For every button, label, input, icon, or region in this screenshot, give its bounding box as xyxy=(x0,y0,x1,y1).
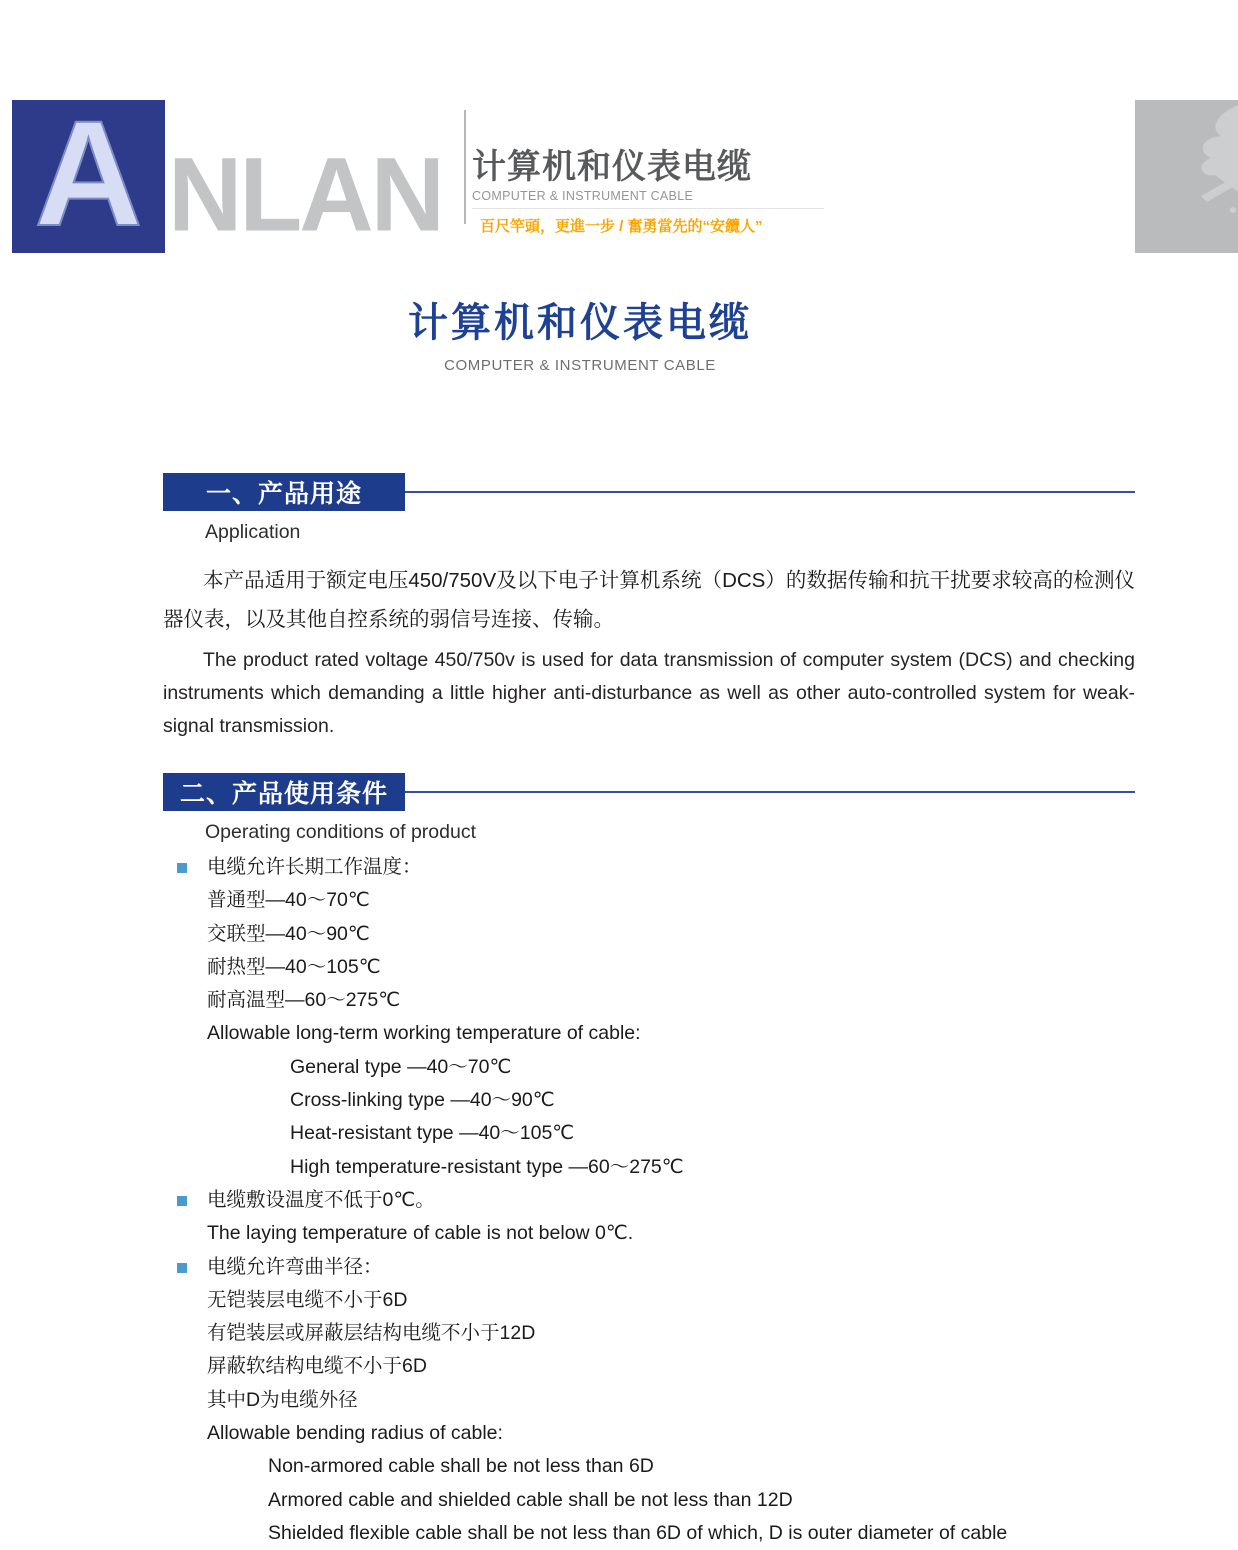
condition-text: Allowable long-term working temperature of cable: xyxy=(207,1022,641,1045)
condition-text: General type —40～70℃ xyxy=(290,1055,512,1078)
condition-row xyxy=(163,951,1135,984)
condition-text: Armored cable and shielded cable shall be not less than 12D xyxy=(268,1488,793,1511)
bullet-square-icon xyxy=(177,1263,187,1273)
bullet-square-icon xyxy=(177,1196,187,1206)
condition-row xyxy=(163,1217,1135,1250)
condition-text: 电缆允许长期工作温度： xyxy=(207,856,422,878)
anlan-logo xyxy=(12,100,165,253)
section-2-heading-box: 二、产品使用条件 xyxy=(163,773,405,811)
condition-row xyxy=(163,1084,1135,1117)
condition-row xyxy=(163,918,1135,951)
condition-text: The laying temperature of cable is not below 0℃. xyxy=(207,1222,634,1245)
condition-row xyxy=(163,1117,1135,1150)
condition-text: 无铠装层电缆不小于6D xyxy=(207,1288,408,1311)
logo-a-icon: A xyxy=(34,100,143,253)
condition-text: 耐高温型—60～275℃ xyxy=(207,989,401,1012)
condition-row xyxy=(163,1184,1135,1217)
header-title-cn: 计算机和仪表电缆 xyxy=(472,148,752,186)
condition-text: 有铠装层或屏蔽层结构电缆不小于12D xyxy=(207,1322,536,1345)
condition-text: Cross-linking type —40～90℃ xyxy=(290,1089,555,1112)
operating-conditions-list xyxy=(163,851,1135,1550)
condition-row xyxy=(163,1417,1135,1450)
condition-row xyxy=(163,1317,1135,1350)
header-titles xyxy=(472,146,824,236)
section-1-heading xyxy=(163,473,1135,511)
bullet-square-icon xyxy=(177,863,187,873)
condition-row xyxy=(163,1517,1135,1550)
condition-row xyxy=(163,1051,1135,1084)
condition-text: 耐热型—40～105℃ xyxy=(207,955,381,978)
condition-row xyxy=(163,984,1135,1017)
header-tagline: 百尺竿頭，更進一步 / 奮勇當先的“安纜人” xyxy=(480,218,763,235)
condition-text: 电缆敷设温度不低于0℃。 xyxy=(207,1188,435,1211)
condition-row xyxy=(163,1017,1135,1050)
corner-photo-placeholder xyxy=(1135,100,1238,253)
condition-row xyxy=(163,1151,1135,1184)
section-2-heading xyxy=(163,773,1135,811)
condition-text: Heat-resistant type —40～105℃ xyxy=(290,1122,575,1145)
condition-row xyxy=(163,1284,1135,1317)
document-title-block xyxy=(0,300,1160,374)
condition-row xyxy=(163,1484,1135,1517)
condition-text: Allowable bending radius of cable: xyxy=(207,1422,503,1445)
application-paragraph-cn: 本产品适用于额定电压450/750V及以下电子计算机系统（DCS）的数据传输和抗干扰要求较高的检测仪器仪表，以及其他自控系统的弱信号连接、传输。 xyxy=(163,569,1135,631)
logo-wordmark: NLAN xyxy=(168,135,443,254)
header-divider xyxy=(464,110,466,224)
condition-text: 普通型—40～70℃ xyxy=(207,889,370,912)
page-header xyxy=(0,0,1238,253)
section-1-heading-rule xyxy=(405,491,1135,493)
condition-row xyxy=(163,1450,1135,1483)
condition-text: 屏蔽软结构电缆不小于6D xyxy=(207,1355,427,1378)
section-2-subheading-en: Operating conditions of product xyxy=(205,821,477,843)
application-paragraph-en: The product rated voltage 450/750v is used for data transmission of computer system (DCS) and checking instruments which demanding a little higher anti-disturbance as well as other auto-controlled system for weak-signal transmission. xyxy=(163,649,1135,737)
header-title-en: COMPUTER & INSTRUMENT CABLE xyxy=(472,188,824,209)
document-body xyxy=(0,473,1238,1550)
condition-text: Non-armored cable shall be not less than 6D xyxy=(268,1455,654,1478)
section-1-heading-box: 一、产品用途 xyxy=(163,473,405,511)
condition-row xyxy=(163,851,1135,884)
condition-row xyxy=(163,1350,1135,1383)
section-1-subheading-en: Application xyxy=(205,521,301,543)
condition-text: High temperature-resistant type —60～275℃ xyxy=(290,1155,684,1178)
condition-text: 交联型—40～90℃ xyxy=(207,922,370,945)
condition-row xyxy=(163,884,1135,917)
section-2-heading-rule xyxy=(405,791,1135,793)
condition-row xyxy=(163,1384,1135,1417)
condition-text: 电缆允许弯曲半径： xyxy=(207,1255,383,1278)
condition-text: Shielded flexible cable shall be not less than 6D of which, D is outer diameter of cable xyxy=(268,1521,1008,1544)
leaf-icon xyxy=(1135,100,1238,253)
condition-row xyxy=(163,1251,1135,1284)
document-title-en: COMPUTER & INSTRUMENT CABLE xyxy=(444,357,716,374)
document-title-cn: 计算机和仪表电缆 xyxy=(408,301,752,345)
condition-text: 其中D为电缆外径 xyxy=(207,1388,358,1411)
